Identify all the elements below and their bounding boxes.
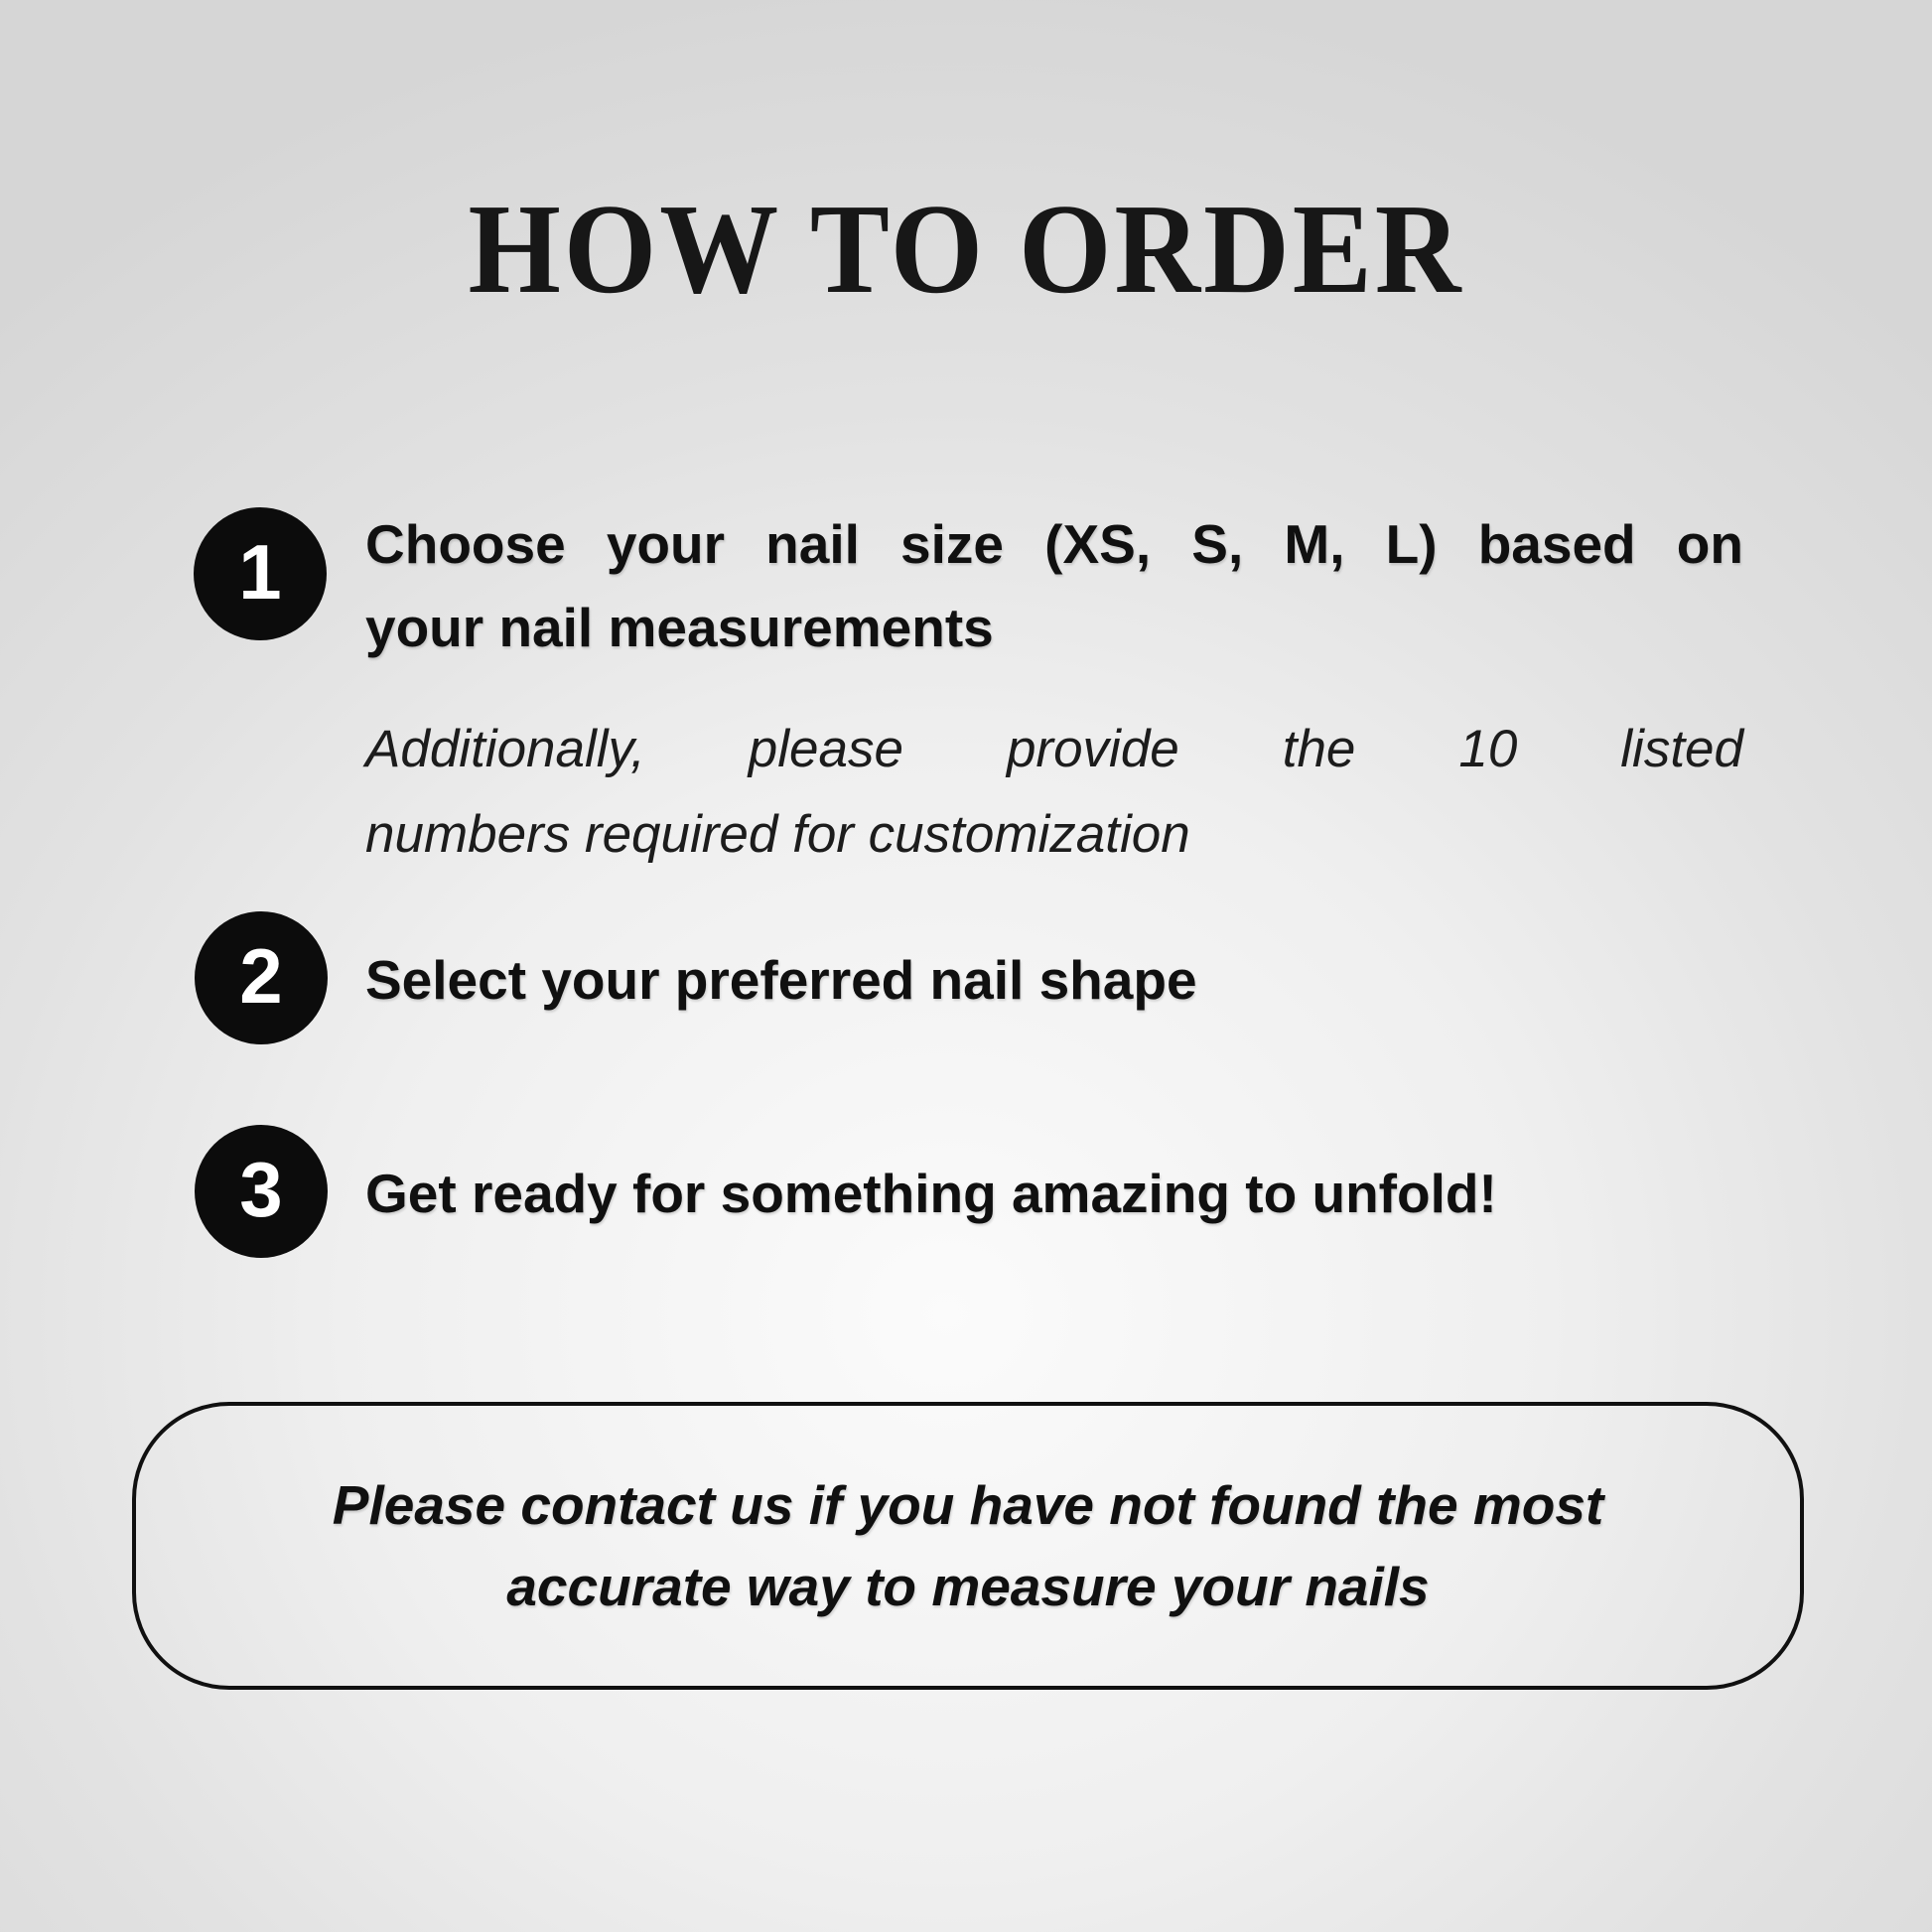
step-1-note-line-1: Additionally, please provide the 10 listed	[365, 720, 1743, 778]
step-2-number-badge	[195, 911, 328, 1044]
page-title: HOW TO ORDER	[468, 177, 1464, 321]
step-1-number-badge	[194, 507, 327, 640]
step-1-text	[365, 502, 1743, 669]
step-1-number: 1	[238, 528, 282, 616]
step-2-number: 2	[239, 932, 283, 1020]
contact-note-line-2: accurate way to measure your nails	[506, 1556, 1430, 1617]
step-1-text-line-2: your nail measurements	[365, 597, 994, 658]
step-1-note-line-2: numbers required for customization	[365, 805, 1190, 864]
step-2-text: Select your preferred nail shape	[365, 949, 1197, 1011]
contact-note-line-1: Please contact us if you have not found the most	[332, 1474, 1604, 1536]
step-3-number: 3	[239, 1146, 283, 1233]
step-1-note	[365, 707, 1743, 878]
contact-note-box	[132, 1402, 1804, 1690]
step-1-text-line-1: Choose your nail size (XS, S, M, L) based on	[365, 513, 1743, 575]
step-3-text: Get ready for something amazing to unfold!	[365, 1163, 1497, 1224]
step-3-number-badge	[195, 1125, 328, 1258]
